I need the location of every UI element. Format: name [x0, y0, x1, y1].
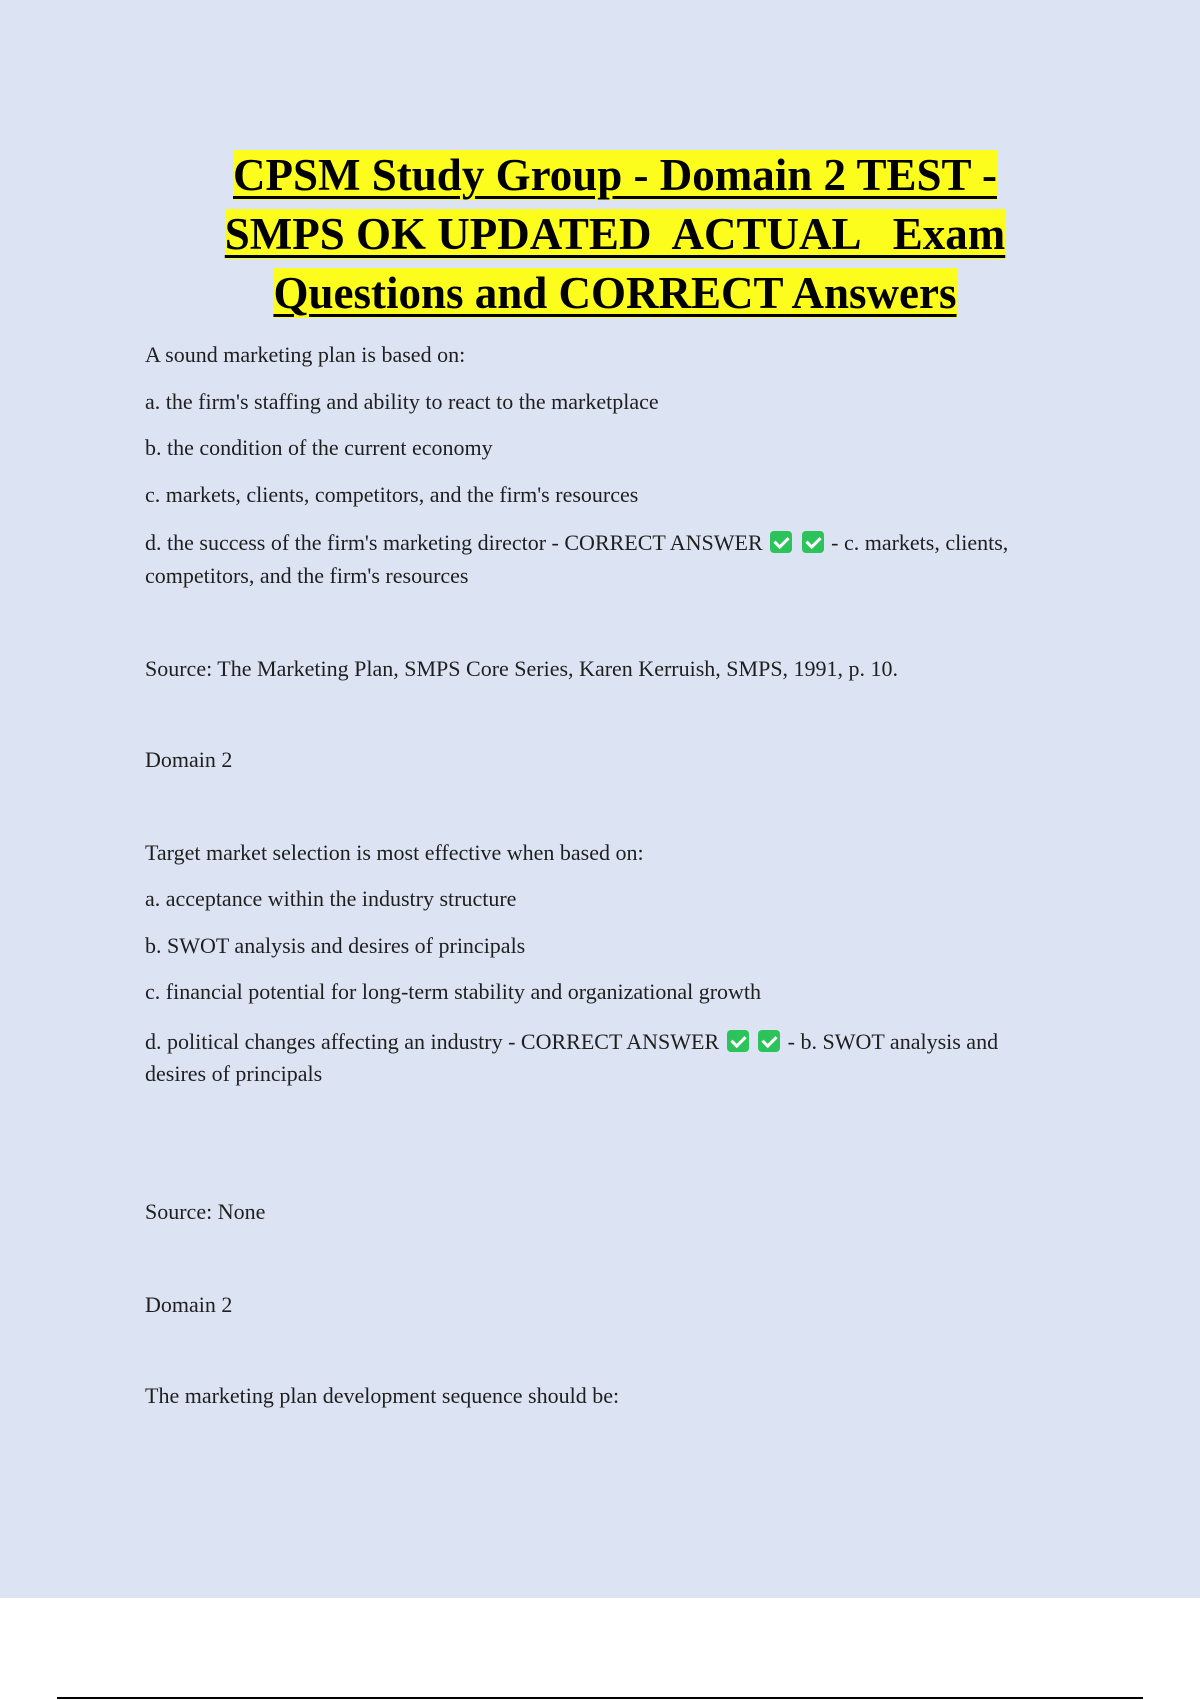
answer-option: b. the condition of the current economy — [145, 435, 493, 460]
title-line-3: Questions and CORRECT Answers — [273, 268, 957, 318]
correct-answer-continuation: competitors, and the firm's resources — [145, 563, 469, 588]
title-line-2: SMPS OK UPDATED ACTUAL Exam — [224, 209, 1006, 259]
answer-option-with-correct-answer — [145, 527, 1105, 559]
check-mark-icon — [758, 1030, 780, 1052]
footer-divider — [57, 1697, 1143, 1699]
check-mark-icon — [727, 1030, 749, 1052]
answer-option-text: d. political changes affecting an industry - CORRECT ANSWER — [145, 1029, 720, 1054]
correct-answer-continuation: desires of principals — [145, 1061, 323, 1086]
answer-option: b. SWOT analysis and desires of principals — [145, 933, 526, 958]
answer-option: c. financial potential for long-term stability and organizational growth — [145, 979, 762, 1004]
answer-option-text: d. the success of the firm's marketing director - CORRECT ANSWER — [145, 530, 763, 555]
question-domain: Domain 2 — [145, 1292, 233, 1317]
correct-answer-text: - b. SWOT analysis and — [787, 1029, 999, 1054]
answer-option: a. the firm's staffing and ability to react to the marketplace — [145, 389, 659, 414]
question-prompt: Target market selection is most effective when based on: — [145, 840, 644, 865]
answer-option: a. acceptance within the industry structure — [145, 886, 517, 911]
document-title — [110, 146, 1120, 323]
question-prompt: A sound marketing plan is based on: — [145, 342, 466, 367]
answer-option: c. markets, clients, competitors, and the firm's resources — [145, 482, 639, 507]
question-source: Source: The Marketing Plan, SMPS Core Series, Karen Kerruish, SMPS, 1991, p. 10. — [145, 656, 899, 681]
question-source: Source: None — [145, 1199, 266, 1224]
question-domain: Domain 2 — [145, 747, 233, 772]
correct-answer-text: - c. markets, clients, — [831, 530, 1009, 555]
question-prompt: The marketing plan development sequence should be: — [145, 1383, 620, 1408]
check-mark-icon — [802, 531, 824, 553]
check-mark-icon — [770, 531, 792, 553]
title-line-1: CPSM Study Group - Domain 2 TEST - — [233, 150, 997, 200]
answer-option-with-correct-answer — [145, 1026, 1105, 1058]
